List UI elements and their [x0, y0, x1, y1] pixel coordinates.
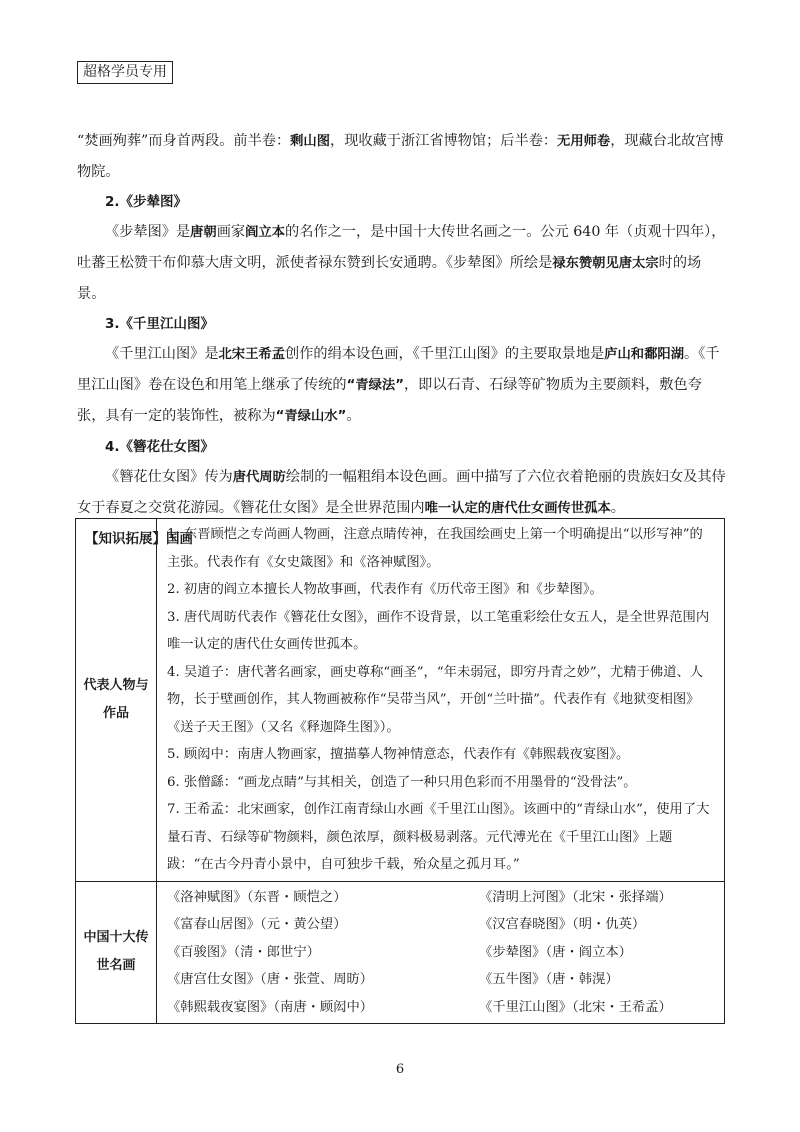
painting-item: 《五牛图》（唐・韩滉） [479, 972, 619, 987]
section-title-qianli: 3.《千里江山图》 [105, 316, 215, 332]
painting-item: 《韩熙载夜宴图》（南唐・顾闳中） [167, 999, 374, 1015]
painting-item: 《汉宫春晓图》（明・仇英） [479, 917, 646, 932]
row-label-paintings: 中国十大传世名画 [76, 881, 157, 1024]
section-title-zanhua: 4.《簪花仕女图》 [105, 439, 215, 455]
para-intro: “焚画殉葬”而身首两段。前半卷：剩山图，现收藏于浙江省博物馆；后半卷：无用师卷，现藏台北故宫博物院。 [77, 133, 724, 180]
list-item: 2. 初唐的阎立本擅长人物故事画，代表作有《历代帝王图》和《步辇图》。 [167, 582, 603, 597]
table-row [76, 881, 725, 1024]
knowledge-extension-title: 【知识拓展】国画 [85, 531, 193, 547]
painting-item: 《百骏图》（清・郎世宁） [167, 944, 320, 960]
list-item: 6. 张僧繇：“画龙点睛”与其相关，创造了一种只用色彩而不用墨骨的“没骨法”。 [167, 774, 637, 790]
list-item: 3. 唐代周昉代表作《簪花仕女图》，画作不设背景，以工笔重彩绘仕女五人，是全世界范围内唯一认定的唐代仕女画传世孤本。 [167, 609, 710, 652]
list-item: 4. 吴道子：唐代著名画家，画史尊称“画圣”，“年未弱冠，即穷丹青之妙”，尤精于佛道、人物，长于壁画创作，其人物画被称作“吴带当风”，开创“兰叶描”。代表作有《地狱变相图》《送子天王图》（又名《释迦降生图》）。 [167, 664, 704, 735]
para-qianli: 《千里江山图》是北宋王希孟创作的绢本设色画，《千里江山图》的主要取景地是庐山和鄱阳湖。《千里江山图》卷在设色和用笔上继承了传统的“青绿法”，即以石青、石绿等矿物质为主要颜料，敷色夸张，具有一定的装饰性，被称为“青绿山水”。 [77, 346, 720, 424]
header-tag: 超格学员专用 [77, 61, 173, 84]
painting-item: 《千里江山图》（北宋・王希孟） [479, 999, 672, 1015]
para-zanhua: 《簪花仕女图》传为唐代周昉绘制的一幅粗绢本设色画。画中描写了六位衣着艳丽的贵族妇女及其侍女于春夏之交赏花游园。《簪花仕女图》是全世界范围内唯一认定的唐代仕女画传世孤本。 [77, 469, 726, 516]
painting-item: 《洛神赋图》（东晋・顾恺之） [167, 889, 347, 905]
guohua-table [75, 518, 725, 1024]
para-buniantu: 《步辇图》是唐朝画家阎立本的名作之一，是中国十大传世名画之一。公元 640 年（贞观十四年），吐蕃王松赞干布仰慕大唐文明，派使者禄东赞到长安通聘。《步辇图》所绘是禄东赞朝见唐太宗时的场景。 [77, 224, 726, 302]
row-label-figures: 代表人物与作品 [76, 519, 157, 882]
paintings-cell [157, 881, 725, 1024]
painting-item: 《步辇图》（唐・阎立本） [479, 944, 632, 960]
painting-item: 《清明上河图》（北宋・张择端） [479, 889, 672, 905]
section-title-buniantu: 2.《步辇图》 [105, 194, 188, 210]
painting-item: 《富春山居图》（元・黄公望） [167, 917, 347, 932]
list-item: 7. 王希孟：北宋画家，创作江南青绿山水画《千里江山图》。该画中的“青绿山水”，使用了大量石青、石绿等矿物颜料，颜色浓厚，颜料极易剥落。元代溥光在《千里江山图》上题跋：“在古今丹青小景中，自可独步千载，殆众星之孤月耳。” [167, 802, 710, 872]
table-row [76, 519, 725, 882]
list-item: 5. 顾闳中：南唐人物画家，擅描摹人物神情意态，代表作有《韩熙载夜宴图》。 [167, 747, 630, 762]
page-number: 6 [395, 1062, 405, 1077]
painting-item: 《唐宫仕女图》（唐・张萱、周昉） [167, 972, 374, 987]
main-text [77, 126, 727, 554]
list-item: 1. 东晋顾恺之专尚画人物画，注意点睛传神，在我国绘画史上第一个明确提出“以形写神”的主张。代表作有《女史箴图》和《洛神赋图》。 [167, 527, 703, 570]
figures-cell [157, 519, 725, 882]
